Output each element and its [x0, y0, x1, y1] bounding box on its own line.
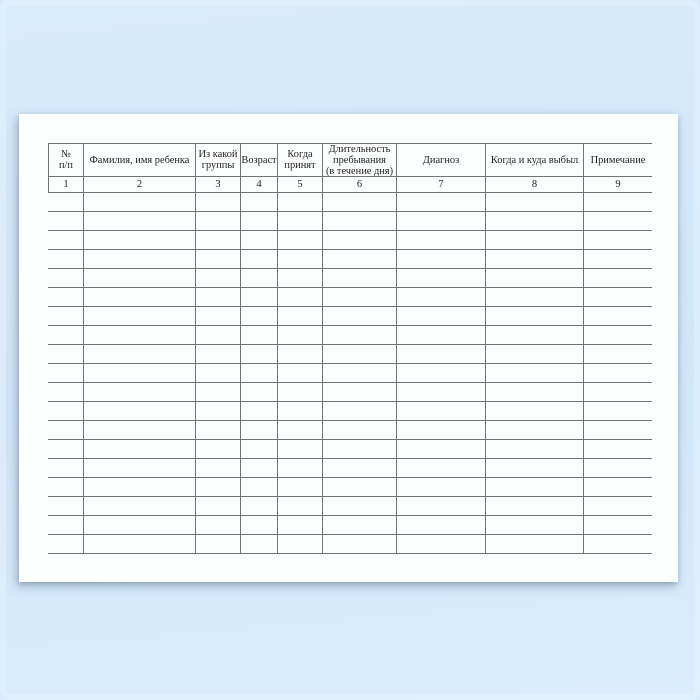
table-cell — [278, 193, 323, 212]
table-cell — [241, 269, 278, 288]
table-row — [48, 288, 652, 307]
table-cell — [196, 497, 241, 516]
table-row — [48, 478, 652, 497]
table-cell — [486, 269, 584, 288]
table-row — [48, 212, 652, 231]
table-cell — [84, 212, 196, 231]
table-row — [48, 402, 652, 421]
table-cell — [278, 326, 323, 345]
table-cell — [241, 516, 278, 535]
column-numbers-row — [48, 177, 652, 193]
table-cell — [84, 326, 196, 345]
table-cell — [84, 231, 196, 250]
table-cell — [397, 497, 486, 516]
table-cell — [486, 250, 584, 269]
table-cell — [241, 383, 278, 402]
table-cell — [241, 421, 278, 440]
table-cell — [323, 497, 397, 516]
table-cell — [84, 383, 196, 402]
column-header-duration: Длительность пребывания (в течение дня) — [323, 143, 397, 177]
column-number: 6 — [323, 177, 397, 193]
table-cell — [323, 250, 397, 269]
table-cell — [323, 269, 397, 288]
table-cell — [196, 535, 241, 554]
column-header-departure: Когда и куда выбыл — [486, 143, 584, 177]
table-cell — [584, 383, 652, 402]
table-row — [48, 421, 652, 440]
table-row — [48, 516, 652, 535]
table-cell — [397, 288, 486, 307]
table-cell — [196, 421, 241, 440]
table-cell — [323, 421, 397, 440]
table-cell — [323, 478, 397, 497]
table-cell — [397, 535, 486, 554]
table-cell — [584, 364, 652, 383]
table-cell — [196, 383, 241, 402]
table-cell — [84, 345, 196, 364]
table-cell — [48, 345, 84, 364]
table-cell — [278, 250, 323, 269]
table-cell — [84, 497, 196, 516]
table-cell — [397, 231, 486, 250]
table-cell — [196, 364, 241, 383]
table-cell — [397, 326, 486, 345]
table-cell — [84, 421, 196, 440]
table-cell — [278, 497, 323, 516]
column-number: 2 — [84, 177, 196, 193]
table-cell — [241, 250, 278, 269]
table-cell — [278, 440, 323, 459]
column-number: 3 — [196, 177, 241, 193]
table-header-row — [48, 143, 652, 177]
table-cell — [397, 383, 486, 402]
table-cell — [84, 250, 196, 269]
table-cell — [84, 535, 196, 554]
column-header-number: № п/п — [48, 143, 84, 177]
table-cell — [397, 459, 486, 478]
table-cell — [196, 250, 241, 269]
table-cell — [278, 231, 323, 250]
table-cell — [486, 193, 584, 212]
column-number: 9 — [584, 177, 652, 193]
table-cell — [196, 288, 241, 307]
table-cell — [584, 497, 652, 516]
table-cell — [323, 535, 397, 554]
table-cell — [323, 383, 397, 402]
table-cell — [196, 269, 241, 288]
column-number: 5 — [278, 177, 323, 193]
table-cell — [486, 516, 584, 535]
table-cell — [486, 231, 584, 250]
table-cell — [241, 288, 278, 307]
table-cell — [397, 364, 486, 383]
table-cell — [196, 402, 241, 421]
table-cell — [241, 212, 278, 231]
table-cell — [48, 478, 84, 497]
table-cell — [584, 307, 652, 326]
table-row — [48, 193, 652, 212]
table-cell — [584, 402, 652, 421]
table-cell — [323, 212, 397, 231]
table-cell — [278, 212, 323, 231]
table-cell — [241, 326, 278, 345]
table-cell — [84, 193, 196, 212]
table-cell — [584, 535, 652, 554]
table-cell — [196, 516, 241, 535]
table-cell — [584, 478, 652, 497]
table-cell — [397, 440, 486, 459]
table-cell — [278, 478, 323, 497]
table-row — [48, 383, 652, 402]
table-cell — [323, 345, 397, 364]
table-cell — [323, 307, 397, 326]
table-cell — [241, 402, 278, 421]
table-row — [48, 497, 652, 516]
journal-page — [19, 114, 678, 582]
table-row — [48, 326, 652, 345]
table-body — [48, 193, 652, 554]
table-cell — [584, 459, 652, 478]
table-cell — [48, 326, 84, 345]
table-cell — [196, 326, 241, 345]
table-cell — [584, 193, 652, 212]
table-cell — [397, 193, 486, 212]
table-cell — [397, 516, 486, 535]
table-cell — [196, 307, 241, 326]
table-cell — [584, 231, 652, 250]
table-cell — [48, 535, 84, 554]
column-header-name: Фамилия, имя ребенка — [84, 143, 196, 177]
table-cell — [241, 459, 278, 478]
table-cell — [48, 421, 84, 440]
column-header-age: Возраст — [241, 143, 278, 177]
table-cell — [278, 364, 323, 383]
column-header-note: Примечание — [584, 143, 652, 177]
table-cell — [323, 459, 397, 478]
table-cell — [48, 402, 84, 421]
table-cell — [48, 288, 84, 307]
table-cell — [584, 326, 652, 345]
table-cell — [397, 269, 486, 288]
table-cell — [584, 212, 652, 231]
table-cell — [397, 402, 486, 421]
table-row — [48, 364, 652, 383]
table-cell — [84, 516, 196, 535]
table-cell — [84, 478, 196, 497]
table-cell — [241, 193, 278, 212]
table-row — [48, 231, 652, 250]
column-header-diagnosis: Диагноз — [397, 143, 486, 177]
table-cell — [48, 364, 84, 383]
column-number: 4 — [241, 177, 278, 193]
table-cell — [486, 288, 584, 307]
table-cell — [486, 345, 584, 364]
journal-table — [48, 143, 652, 554]
table-cell — [584, 440, 652, 459]
table-cell — [241, 345, 278, 364]
table-cell — [486, 383, 584, 402]
table-cell — [48, 231, 84, 250]
table-row — [48, 535, 652, 554]
table-cell — [48, 497, 84, 516]
table-cell — [397, 345, 486, 364]
table-cell — [486, 459, 584, 478]
table-cell — [486, 535, 584, 554]
table-cell — [48, 269, 84, 288]
table-cell — [241, 307, 278, 326]
table-cell — [196, 231, 241, 250]
table-cell — [584, 288, 652, 307]
table-cell — [486, 326, 584, 345]
table-cell — [323, 402, 397, 421]
table-cell — [278, 535, 323, 554]
table-cell — [48, 307, 84, 326]
table-cell — [397, 250, 486, 269]
table-row — [48, 269, 652, 288]
table-cell — [84, 440, 196, 459]
column-number: 8 — [486, 177, 584, 193]
table-cell — [241, 478, 278, 497]
table-cell — [278, 307, 323, 326]
table-cell — [486, 212, 584, 231]
table-cell — [486, 478, 584, 497]
table-cell — [323, 231, 397, 250]
table-cell — [241, 231, 278, 250]
table-cell — [584, 250, 652, 269]
table-cell — [278, 383, 323, 402]
table-cell — [241, 440, 278, 459]
table-row — [48, 440, 652, 459]
table-cell — [486, 364, 584, 383]
table-cell — [584, 269, 652, 288]
table-cell — [84, 364, 196, 383]
table-cell — [84, 269, 196, 288]
table-cell — [84, 402, 196, 421]
table-cell — [196, 212, 241, 231]
table-cell — [323, 516, 397, 535]
table-cell — [48, 516, 84, 535]
table-cell — [397, 212, 486, 231]
table-cell — [48, 212, 84, 231]
table-cell — [323, 193, 397, 212]
table-row — [48, 459, 652, 478]
table-cell — [486, 307, 584, 326]
table-cell — [278, 345, 323, 364]
table-cell — [84, 459, 196, 478]
table-cell — [278, 288, 323, 307]
table-cell — [486, 421, 584, 440]
table-cell — [486, 497, 584, 516]
table-cell — [48, 193, 84, 212]
column-number: 1 — [48, 177, 84, 193]
table-cell — [241, 364, 278, 383]
table-cell — [241, 535, 278, 554]
table-cell — [584, 345, 652, 364]
table-cell — [397, 307, 486, 326]
table-cell — [397, 421, 486, 440]
table-cell — [278, 516, 323, 535]
table-row — [48, 345, 652, 364]
table-row — [48, 307, 652, 326]
table-cell — [486, 402, 584, 421]
table-cell — [323, 364, 397, 383]
table-cell — [241, 497, 278, 516]
table-cell — [278, 402, 323, 421]
table-cell — [48, 440, 84, 459]
table-cell — [584, 421, 652, 440]
column-number: 7 — [397, 177, 486, 193]
table-cell — [84, 288, 196, 307]
table-cell — [48, 459, 84, 478]
table-cell — [196, 440, 241, 459]
table-cell — [323, 326, 397, 345]
table-cell — [278, 421, 323, 440]
table-cell — [397, 478, 486, 497]
table-cell — [323, 288, 397, 307]
table-cell — [584, 516, 652, 535]
table-row — [48, 250, 652, 269]
table-cell — [48, 250, 84, 269]
column-header-group: Из какой группы — [196, 143, 241, 177]
table-cell — [196, 193, 241, 212]
table-cell — [196, 478, 241, 497]
column-header-admitted: Когда принят — [278, 143, 323, 177]
table-cell — [196, 345, 241, 364]
table-cell — [323, 440, 397, 459]
table-cell — [486, 440, 584, 459]
table-cell — [278, 459, 323, 478]
table-cell — [196, 459, 241, 478]
table-cell — [84, 307, 196, 326]
table-cell — [48, 383, 84, 402]
table-cell — [278, 269, 323, 288]
